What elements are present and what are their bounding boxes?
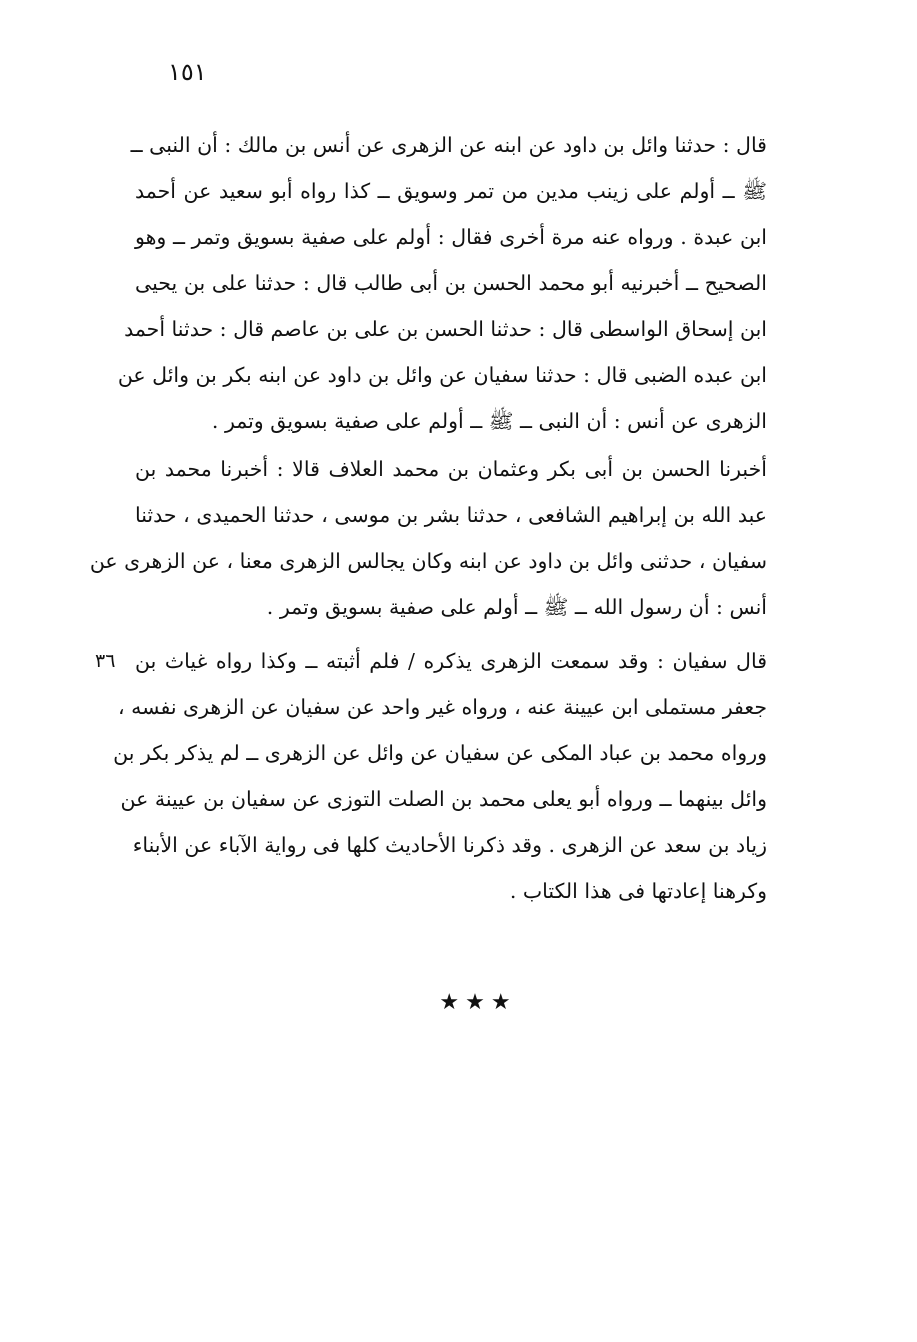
text-line: الصحيح ــ أخبرنيه أبو محمد الحسن بن أبى طالب قال : حدثنا على بن يحيى <box>135 271 767 295</box>
text-line: وائل بينهما ــ ورواه أبو يعلى محمد بن الصلت التوزى عن سفيان بن عيينة عن <box>120 787 767 811</box>
text-line: ابن إسحاق الواسطى قال : حدثنا الحسن بن على بن عاصم قال : حدثنا أحمد <box>124 317 767 341</box>
text-line: الزهرى عن أنس : أن النبى ــ ﷺ ــ أولم على صفية بسويق وتمر . <box>211 409 767 433</box>
text-line: ابن عبده الضبى قال : حدثنا سفيان عن وائل بن داود عن ابنه بكر بن وائل عن <box>117 363 767 387</box>
margin-number: ٣٦ <box>95 650 116 672</box>
text-line: زياد بن سعد عن الزهرى . وقد ذكرنا الأحاديث كلها فى رواية الآباء عن الأبناء <box>132 833 767 857</box>
text-line: أخبرنا الحسن بن أبى بكر وعثمان بن محمد العلاف قالا : أخبرنا محمد بن <box>135 457 767 481</box>
text-line: قال : حدثنا وائل بن داود عن ابنه عن الزهرى عن أنس بن مالك : أن النبى ــ <box>130 133 767 157</box>
text-line: سفيان ، حدثنى وائل بن داود عن ابنه وكان يجالس الزهرى معنا ، عن الزهرى عن <box>89 549 767 573</box>
paragraph-2 <box>89 446 767 630</box>
text-line: جعفر مستملى ابن عيينة عنه ، ورواه غير واحد عن سفيان عن الزهرى نفسه ، <box>118 695 767 719</box>
paragraph-3 <box>113 638 767 914</box>
text-line: ابن عبدة . ورواه عنه مرة أخرى فقال : أولم على صفية بسويق وتمر ــ وهو <box>135 225 767 249</box>
paragraph-1 <box>117 122 767 444</box>
text-line: ورواه محمد بن عباد المكى عن سفيان عن وائل عن الزهرى ــ لم يذكر بكر بن <box>113 741 767 765</box>
text-line: وكرهنا إعادتها فى هذا الكتاب . <box>509 879 767 903</box>
text-line: قال سفيان : وقد سمعت الزهرى يذكره / فلم أثبته ــ وكذا رواه غياث بن <box>135 649 767 673</box>
page-number: ١٥١ <box>168 58 207 86</box>
text-line: عبد الله بن إبراهيم الشافعى ، حدثنا بشر بن موسى ، حدثنا الحميدى ، حدثنا <box>135 503 767 527</box>
section-separator-stars: ★★★ <box>439 990 517 1015</box>
text-line: ﷺ ــ أولم على زينب مدين من تمر وسويق ــ كذا رواه أبو سعيد عن أحمد <box>135 179 767 203</box>
text-line: أنس : أن رسول الله ــ ﷺ ــ أولم على صفية بسويق وتمر . <box>266 595 767 619</box>
